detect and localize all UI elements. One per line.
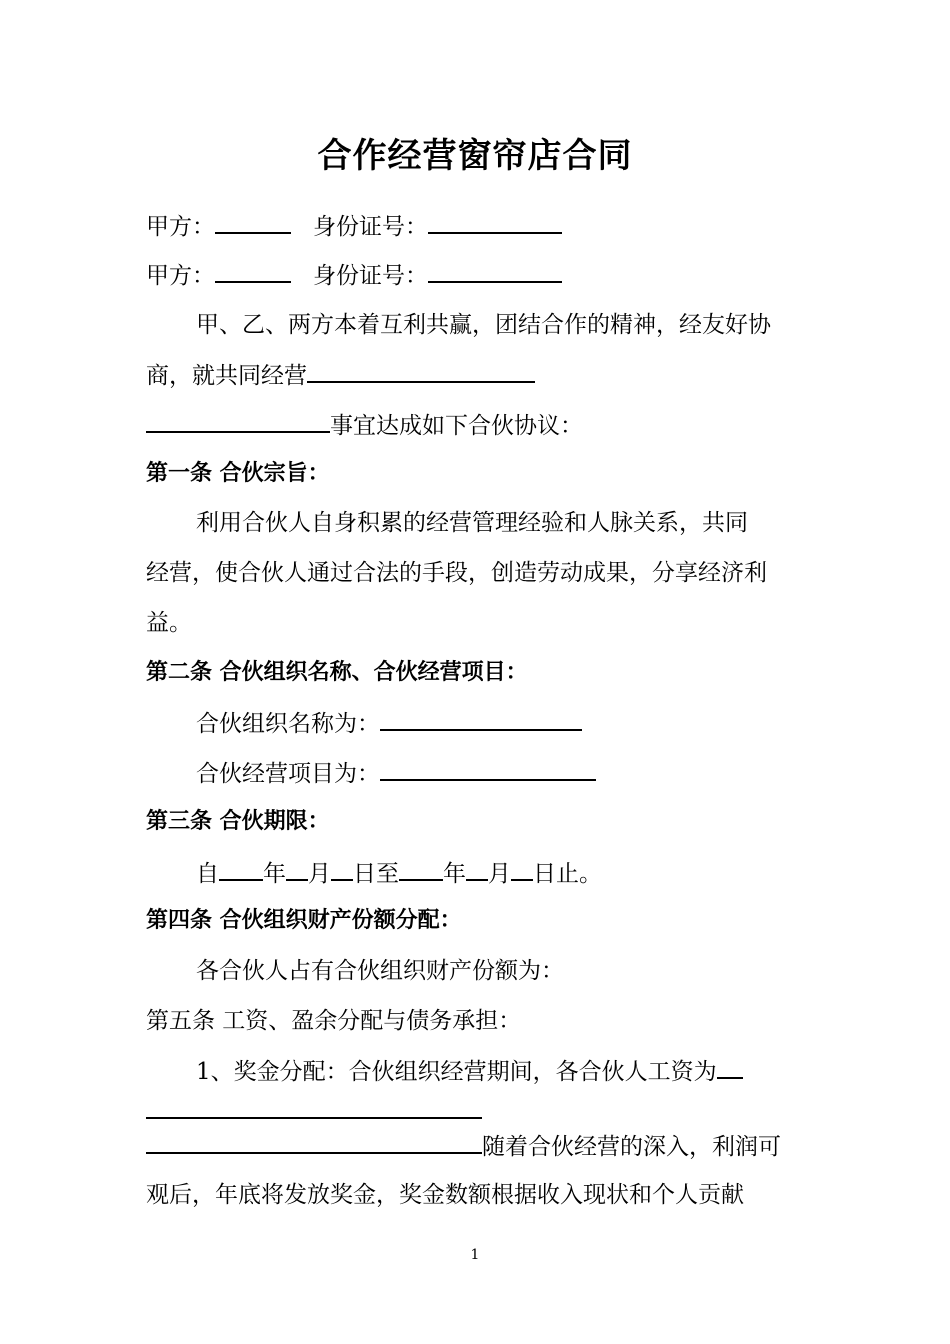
party-b-name-blank[interactable] [215, 259, 291, 283]
article-1-line-3: 益。 [146, 610, 192, 636]
intro-line-2 [146, 359, 535, 391]
contract-title: 合作经营窗帘店合同 [317, 136, 633, 176]
party-a-id-label: 身份证号： [313, 214, 428, 240]
start-year-blank[interactable] [219, 857, 263, 881]
month-label: 月 [308, 861, 331, 887]
start-month-blank[interactable] [286, 857, 308, 881]
end-day-blank[interactable] [511, 857, 533, 881]
article-1-heading: 第一条 合伙宗旨： [146, 461, 330, 486]
org-name-line [196, 707, 582, 739]
year-label: 年 [263, 861, 286, 887]
start-day-blank[interactable] [331, 857, 353, 881]
day-end-label: 日止。 [533, 861, 602, 887]
party-b-line [146, 259, 562, 291]
project-line [196, 757, 596, 789]
article-4-text: 各合伙人占有合伙组织财产份额为： [196, 958, 564, 984]
article-2-heading: 第二条 合伙组织名称、合伙经营项目： [146, 660, 528, 685]
page-number: 1 [470, 1247, 480, 1263]
project-blank[interactable] [380, 757, 596, 781]
org-name-blank[interactable] [380, 707, 582, 731]
salary-blank-line [146, 1095, 482, 1127]
party-b-id-label: 身份证号： [313, 263, 428, 289]
bonus-text: 1、奖金分配：合伙组织经营期间，各合伙人工资为 [196, 1059, 717, 1085]
intro-line-3-text: 事宜达成如下合伙协议： [330, 413, 583, 439]
end-year-blank[interactable] [399, 857, 443, 881]
article-1-line-2: 经营，使合伙人通过合法的手段，创造劳动成果，分享经济利 [146, 560, 767, 586]
end-month-label: 月 [488, 861, 511, 887]
end-year-label: 年 [443, 861, 466, 887]
party-a-line [146, 210, 562, 242]
intro-line-2-text: 商，就共同经营 [146, 363, 307, 389]
intro-line-1: 甲、乙、两方本着互利共赢，团结合作的精神，经友好协 [196, 312, 771, 338]
day-to-label: 日至 [353, 861, 399, 887]
party-b-label: 甲方： [146, 263, 215, 289]
bonus-line [196, 1055, 743, 1087]
project-label: 合伙经营项目为： [196, 761, 380, 787]
article-5-cont-1-text: 随着合伙经营的深入，利润可 [482, 1134, 781, 1160]
article-5-heading: 第五条 工资、盈余分配与债务承担： [146, 1008, 522, 1034]
salary-blank-continued[interactable] [146, 1095, 482, 1119]
business-blank-continued[interactable] [146, 409, 330, 433]
article-3-heading: 第三条 合伙期限： [146, 809, 330, 834]
article-5-cont-2: 观后，年底将发放奖金，奖金数额根据收入现状和个人贡献 [146, 1182, 744, 1208]
intro-line-3 [146, 409, 583, 441]
article-5-cont-1 [146, 1130, 781, 1162]
business-blank[interactable] [307, 359, 535, 383]
party-a-name-blank[interactable] [215, 210, 291, 234]
party-b-id-blank[interactable] [428, 259, 562, 283]
term-line [196, 857, 602, 889]
article-1-line-1: 利用合伙人自身积累的经营管理经验和人脉关系，共同 [196, 510, 748, 536]
org-name-label: 合伙组织名称为： [196, 711, 380, 737]
salary-blank-continued-2[interactable] [146, 1130, 482, 1154]
salary-blank[interactable] [717, 1055, 743, 1079]
term-from-label: 自 [196, 861, 219, 887]
article-4-heading: 第四条 合伙组织财产份额分配： [146, 908, 462, 933]
party-a-id-blank[interactable] [428, 210, 562, 234]
party-a-label: 甲方： [146, 214, 215, 240]
end-month-blank[interactable] [466, 857, 488, 881]
